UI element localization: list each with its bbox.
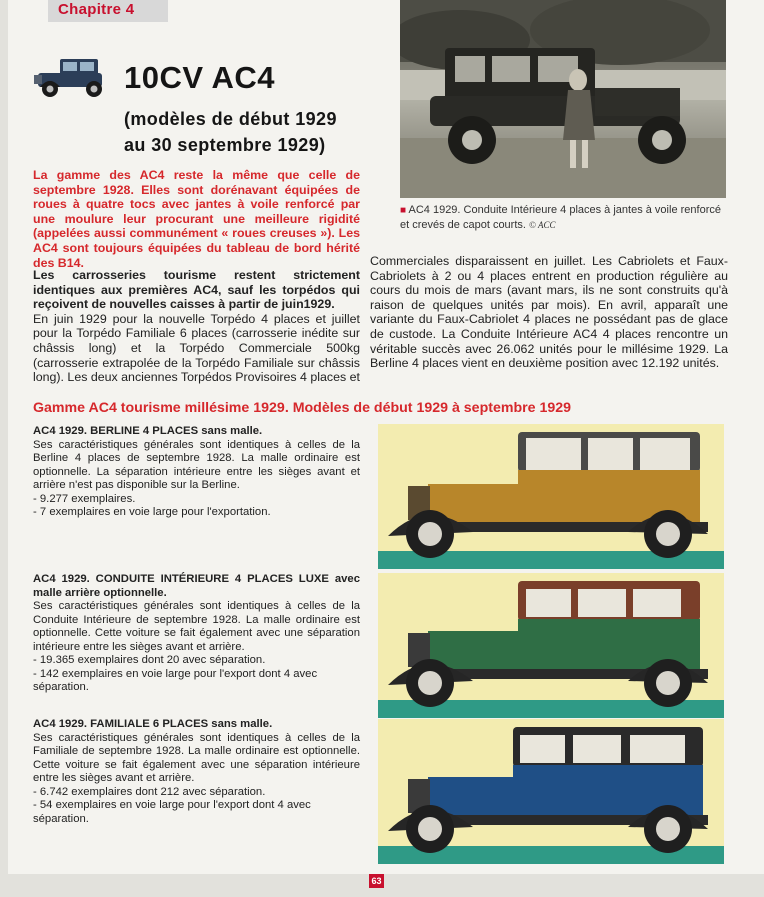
section-heading: Gamme AC4 tourisme millésime 1929. Modèles de début 1929 à septembre 1929 bbox=[33, 400, 572, 416]
model-title: AC4 1929. FAMILIALE 6 PLACES bbox=[33, 718, 209, 730]
caption-credit: © ACC bbox=[529, 220, 556, 230]
model-title-suffix: sans malle. bbox=[198, 425, 263, 437]
model-title: AC4 1929. BERLINE 4 PLACES bbox=[33, 425, 199, 437]
subtitle-line-2: au 30 septembre 1929) bbox=[124, 135, 326, 155]
model-entry-conduite-interieure bbox=[33, 573, 360, 695]
model-entry-berline bbox=[33, 425, 360, 520]
photo-caption bbox=[400, 203, 730, 232]
model-entry-familiale bbox=[33, 718, 360, 826]
subtitle-line-1: (modèles de début 1929 bbox=[124, 109, 337, 129]
model-production-line: - 9.277 exemplaires. bbox=[33, 492, 136, 505]
car-icon bbox=[32, 55, 114, 99]
caption-text: AC4 1929. Conduite Intérieure 4 places à jantes à voile renforcé et crevés de capot courts. bbox=[400, 204, 721, 231]
chapter-label: Chapitre 4 bbox=[58, 1, 135, 18]
model-production-line: - 6.742 exemplaires dont 212 avec séparation. bbox=[33, 785, 266, 798]
page-number: 63 bbox=[369, 874, 384, 888]
model-title: AC4 1929. CONDUITE INTÉRIEURE 4 PLACES LUXE bbox=[33, 573, 329, 585]
model-description: Ses caractéristiques générales sont identiques à celles de la Familiale de septembre 1928. La malle ordinaire est optionnelle. Cette voiture se fait également avec une séparation intérieure entre les sièges avant et arrière. bbox=[33, 731, 360, 784]
model-description: Ses caractéristiques générales sont identiques à celles de la Berline 4 places de septembre 1928. La malle ordinaire est optionnelle. La séparation intérieure entre les sièges avant et arrière n'est pas disponible sur la Berline. bbox=[33, 438, 360, 491]
berline-illustration bbox=[378, 424, 724, 569]
model-export-line: - 54 exemplaires en voie large pour l'export dont 4 avec séparation. bbox=[33, 799, 311, 825]
conduite-interieure-illustration bbox=[378, 573, 724, 718]
caption-bullet-icon: ■ bbox=[400, 205, 407, 216]
model-title-suffix: avec malle arrière optionnelle. bbox=[33, 573, 360, 599]
page-subtitle bbox=[124, 106, 337, 158]
historic-photo bbox=[400, 0, 726, 198]
body-lead: Les carrosseries tourisme restent strictement identiques aux premières AC4, sauf les torpédos qui reçoivent de nouvelles caisses à partir de juin1929. bbox=[33, 268, 360, 312]
intro-paragraph: La gamme des AC4 reste la même que celle de septembre 1928. Elles sont dorénavant équipées de roues à quatre tocs avec jantes à voile renforcé par une moulure leur procurant une meilleure rigidité (appelées aussi communément « roues creuses »). Les AC4 sont toujours équipées du tableau de bord hérité des B14. bbox=[33, 168, 360, 270]
page-edge bbox=[0, 0, 8, 897]
model-title-suffix: sans malle. bbox=[208, 718, 273, 730]
model-export-line: - 7 exemplaires en voie large pour l'exportation. bbox=[33, 506, 271, 518]
familiale-illustration bbox=[378, 719, 724, 864]
page-title: 10CV AC4 bbox=[124, 60, 276, 95]
model-export-line: - 142 exemplaires en voie large pour l'export dont 4 avec séparation. bbox=[33, 667, 318, 693]
body-column-right: Commerciales disparaissent en juillet. Les Cabriolets et Faux-Cabriolets à 2 ou 4 places entrent en production régulière au cours du mois de mars (avant mars, ils ne sont construits qu'à raison de quelques unités par mois). En avril, apparaît une variante du Faux-Cabriolet 4 places ne possédant pas de glace de custode. La Conduite Intérieure AC4 4 places rencontre un véritable succès avec 26.062 unités pour le millésime 1929. La Berline 4 places vient en deuxième position avec 12.192 unités. bbox=[370, 254, 728, 371]
model-description: Ses caractéristiques générales sont identiques à celles de la Conduite Intérieure de septembre 1928. La malle ordinaire est optionnelle. Cette voiture se fait également avec une séparation intérieure entre les sièges avant et arrière. bbox=[33, 600, 360, 653]
body-column-left bbox=[33, 268, 360, 385]
body-text-left: En juin 1929 pour la nouvelle Torpédo 4 places et juillet pour la Torpédo Familiale 6 places (carrosserie inédite sur châssis long) et la Torpédo Commerciale 500kg (carrosserie extrapolée de la Torpédo Familiale sur châssis long). Les deux anciennes Torpédos Provisoires 4 places et bbox=[33, 311, 360, 385]
model-production-line: - 19.365 exemplaires dont 20 avec séparation. bbox=[33, 654, 266, 666]
